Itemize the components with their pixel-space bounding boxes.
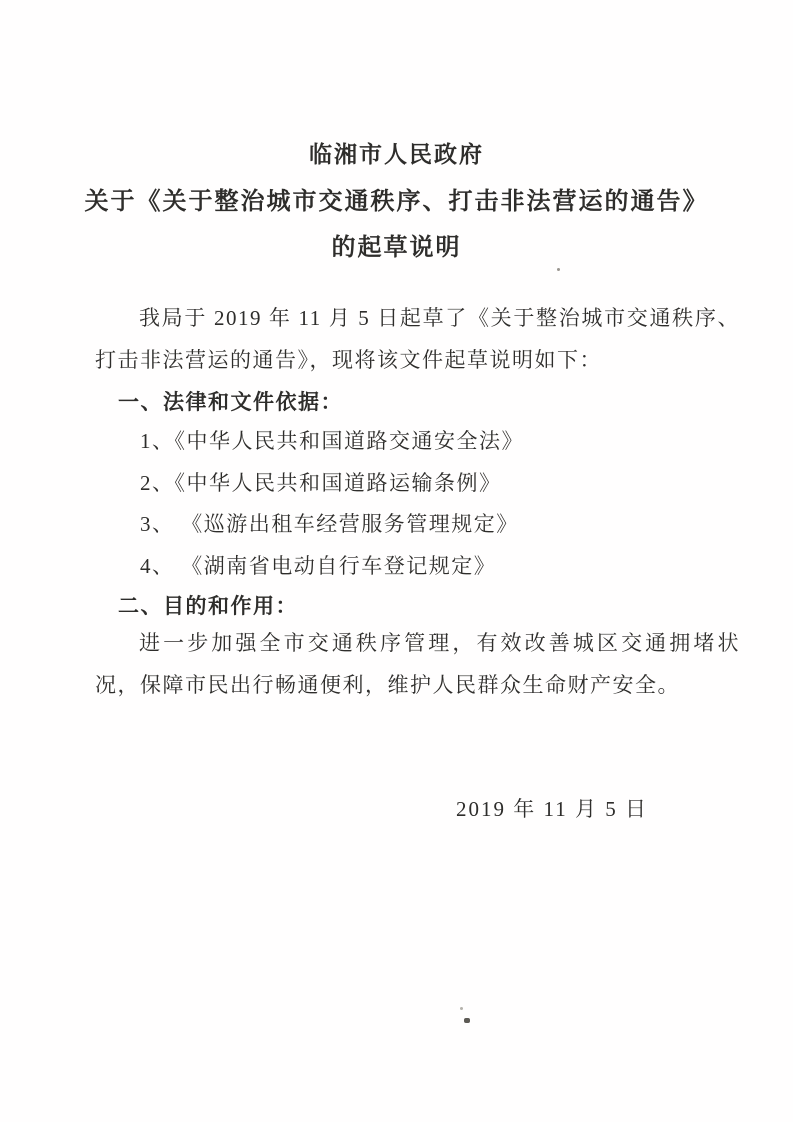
section-heading-purpose: 二、目的和作用： xyxy=(118,595,298,618)
purpose-paragraph: 进一步加强全市交通秩序管理，有效改善城区交通拥堵状况，保障市民出行畅通便利，维护人民群众生命财产安全。 xyxy=(95,631,740,697)
scan-speck xyxy=(464,1018,470,1023)
document-date: 2019 年 11 月 5 日 xyxy=(456,797,648,821)
list-item: 1、《中华人民共和国道路交通安全法》 xyxy=(140,429,524,453)
list-item: 3、 《巡游出租车经营服务管理规定》 xyxy=(140,512,519,536)
legal-basis-list xyxy=(140,421,524,587)
scan-speck xyxy=(557,268,560,271)
list-item: 2、《中华人民共和国道路运输条例》 xyxy=(140,470,502,495)
document-title-issuer: 临湘市人民政府 xyxy=(309,142,484,167)
document-title-subject: 关于《关于整治城市交通秩序、打击非法营运的通告》 xyxy=(84,189,709,215)
scan-speck xyxy=(460,1007,463,1010)
intro-paragraph: 我局于 2019 年 11 月 5 日起草了《关于整治城市交通秩序、打击非法营运的通告》，现将该文件起草说明如下： xyxy=(95,306,741,372)
section-heading-legal-basis: 一、法律和文件依据： xyxy=(118,391,343,414)
document-title-suffix: 的起草说明 xyxy=(331,235,462,261)
list-item: 4、 《湖南省电动自行车登记规定》 xyxy=(140,553,497,578)
